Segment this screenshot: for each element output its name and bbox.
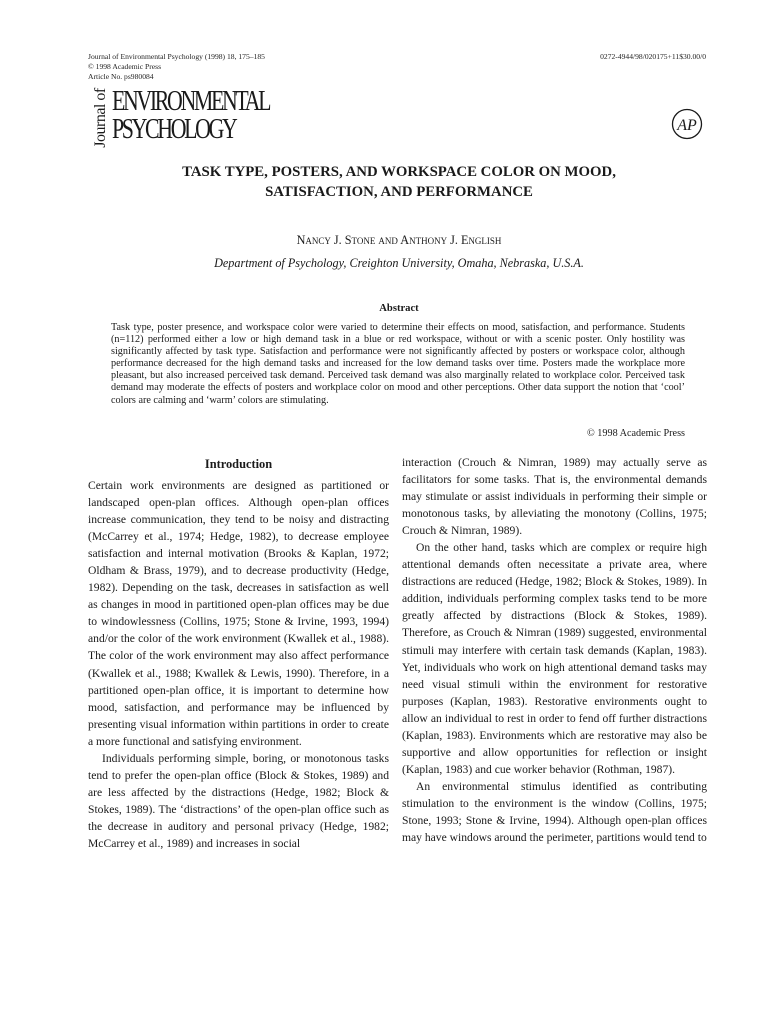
paragraph: Individuals performing simple, boring, or monotonous tasks tend to prefer the open-plan office (Block & Stokes, 1989) and are less affected by the distractions (Hedge, 1982; Block & Stokes, 1989). The ‘distractions’ of the open-plan office such as the decrease in auditory and personal privacy (Hedge, 1982; McCarrey et al., 1989) and increases in social <box>88 751 389 850</box>
paragraph: interaction (Crouch & Nimran, 1989) may actually serve as facilitators for some tasks. That is, the environmental demands may stimulate or assist individuals in performing their simple or monotonous tasks, by alleviating the monotony (Collins, 1975; Crouch & Nimran, 1989). <box>402 456 707 538</box>
copyright-line: © 1998 Academic Press <box>88 62 162 71</box>
left-column <box>88 454 389 852</box>
article-number: Article No. ps980084 <box>88 72 154 81</box>
title-line-2: SATISFACTION, AND PERFORMANCE <box>265 184 533 200</box>
masthead-line-1: ENVIRONMENTAL <box>112 86 270 117</box>
issn-code: 0272-4944/98/020175+11$30.00/0 <box>600 52 706 61</box>
abstract-copyright: © 1998 Academic Press <box>587 428 685 439</box>
paragraph: Certain work environments are designed as partitioned or landscaped open-plan offices. Although open-plan offices increase communication, they tend to be noisy and distracting (McCarrey et al., 1974; Hedge, 1982), to decrease employee satisfaction and internal motivation (Brooks & Kaplan, 1972; Oldham & Brass, 1979), and to decrease productivity (Hedge, 1982). Depending on the task, decreases in satisfaction as well as changes in mood in partitioned open-plan offices may be due to windowlessness (Collins, 1975; Stone & Irvine, 1993, 1994) and/or the color of the work environment (Kwallek et al., 1988). The color of the work environment may also affect performance (Kwallek et al., 1988; Kwallek & Lewis, 1990). Therefore, in a partitioned open-plan office, it is important to determine how mood, satisfaction, and performance may be influenced by presenting visual information within partitions in order to create a more functional and satisfying environment. <box>88 479 389 748</box>
author-list: Nancy J. Stone and Anthony J. English <box>296 233 502 247</box>
masthead-vertical <box>88 86 114 150</box>
right-column <box>402 454 707 846</box>
journal-line: Journal of Environmental Psychology (1998) 18, 175–185 <box>88 52 265 61</box>
abstract-text: Task type, poster presence, and workspace color were varied to determine their effects on mood, satisfaction, and performance. Students (n=112) performed either a low or high demand task in a blue or red workspace, without or with a scenic poster. Only hostility was significantly affected by task type. Satisfaction and performance were not significantly affected by posters or workspace color, although performance decreased for the high demand tasks and increased for the low demand tasks over time. Posters made the workplace more pleasant, but also increased perceived task demand. Perceived task demand was also marginally related to workplace color. Perceived task demand may moderate the effects of posters and workplace color on mood and other perceptions. Other data support the notion that ‘cool’ colors are calming and ‘warm’ colors are stimulating. <box>111 322 685 406</box>
abstract-heading: Abstract <box>379 303 419 314</box>
title-line-1: TASK TYPE, POSTERS, AND WORKSPACE COLOR ON MOOD, <box>182 164 616 180</box>
academic-press-logo-icon <box>671 108 703 140</box>
paragraph: An environmental stimulus identified as contributing stimulation to the environment is the window (Collins, 1975; Stone, 1993; Stone & Irvine, 1994). Although open-plan offices may have windows around the perimeter, partitions would tend to <box>402 779 707 845</box>
affiliation: Department of Psychology, Creighton University, Omaha, Nebraska, U.S.A. <box>214 256 584 270</box>
paragraph: On the other hand, tasks which are complex or require high attentional demands often necessitate a private area, where distractions are reduced (Hedge, 1982; Block & Stokes, 1989). In addition, individuals performing complex tasks tend to be more greatly affected by distractions (Block & Stokes, 1989). Therefore, as Crouch & Nimran (1989) suggested, environmental stimuli may interfere with certain task demands (Kaplan, 1983). Yet, individuals who work on high attentional demand tasks may need visual stimuli within the environment for restorative purposes (Kaplan, 1983). Restorative environments ought to allow an individual to rest in order to fend off further distractions (Kaplan, 1983). Environments which are restorative may also be supportive and allow opportunities for reflection or insight (Kaplan, 1983) and cue worker behavior (Rothman, 1987). <box>402 541 707 776</box>
logo-text: AP <box>677 117 697 134</box>
journal-masthead <box>88 86 288 150</box>
paper-title <box>88 162 710 202</box>
section-heading: Introduction <box>204 457 273 471</box>
masthead-vertical-text: Journal of <box>92 88 109 148</box>
masthead-title <box>112 88 269 144</box>
journal-citation <box>88 52 265 82</box>
masthead-line-2: PSYCHOLOGY <box>112 114 236 145</box>
